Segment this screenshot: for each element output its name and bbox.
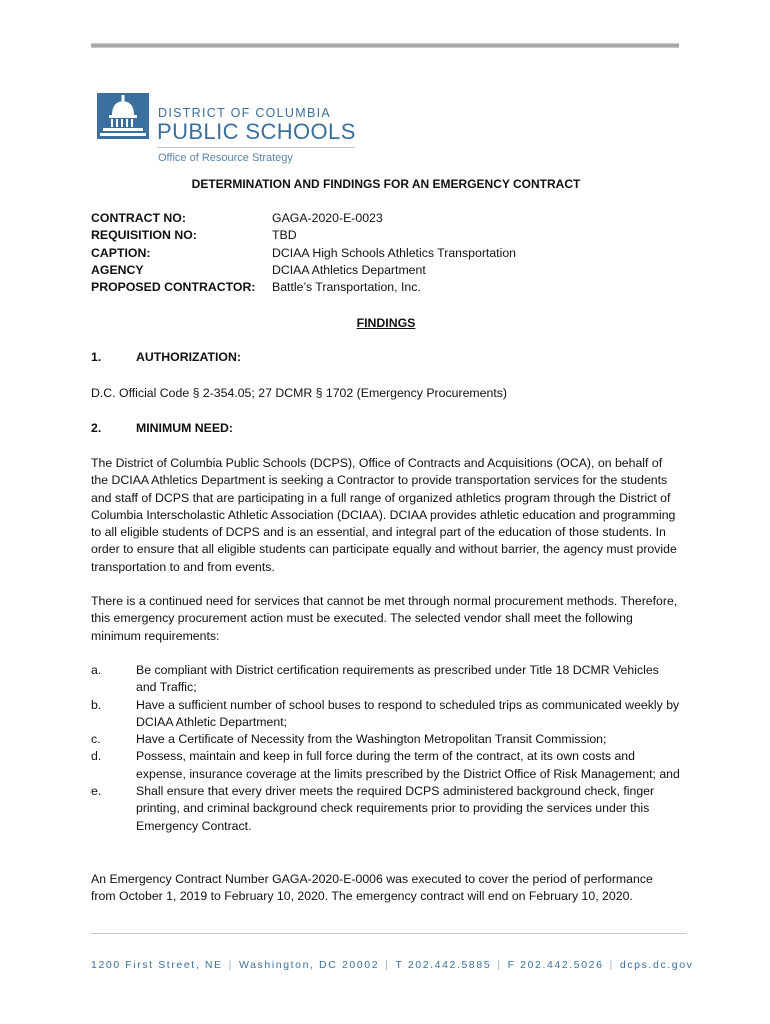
section-number: 1.: [91, 350, 102, 364]
section-heading: MINIMUM NEED:: [136, 421, 234, 435]
footer-rule: [91, 933, 687, 934]
logo-text-office: Office of Resource Strategy: [158, 152, 293, 164]
list-item: [91, 748, 681, 783]
list-item-text: Have a Certificate of Necessity from the Washington Metropolitan Transit Commission;: [136, 732, 607, 747]
capitol-dome-icon: [97, 93, 149, 139]
list-item-letter: d.: [91, 749, 102, 764]
authorization-text: D.C. Official Code § 2-354.05; 27 DCMR § 1702 (Emergency Procurements): [91, 386, 507, 400]
list-item-letter: a.: [91, 663, 102, 677]
footer-separator: |: [609, 959, 614, 971]
dcps-logo: [97, 93, 397, 168]
list-item: [91, 662, 681, 697]
top-rule: [91, 43, 679, 48]
footer-separator: |: [385, 959, 390, 971]
meta-row-agency: [91, 262, 681, 279]
meta-row-contract-no: [91, 210, 681, 227]
footer-separator: |: [497, 959, 502, 971]
footer-fax: F 202.442.5026: [507, 959, 604, 971]
document-title: DETERMINATION AND FINDINGS FOR AN EMERGENCY CONTRACT: [191, 177, 581, 191]
list-item-letter: b.: [91, 697, 102, 712]
meta-label: PROPOSED CONTRACTOR:: [91, 280, 256, 295]
footer-separator: |: [228, 959, 233, 971]
meta-value: DCIAA Athletics Department: [272, 262, 426, 277]
meta-label: AGENCY: [91, 262, 144, 277]
logo-text-district: DISTRICT OF COLUMBIA: [158, 106, 332, 120]
list-item-letter: e.: [91, 784, 102, 799]
list-item-text: Be compliant with District certification requirements as prescribed under Title 18 DCMR Vehicles and Traffic;: [136, 663, 659, 695]
meta-row-proposed-contractor: [91, 279, 681, 296]
meta-row-requisition-no: [91, 227, 681, 244]
list-item: [91, 731, 681, 748]
list-item-letter: c.: [91, 732, 101, 747]
footer: [91, 959, 694, 971]
list-item-text: Have a sufficient number of school buses to respond to scheduled trips as communicated weekly by DCIAA Athletic Department;: [136, 697, 680, 729]
contract-meta: [91, 210, 681, 296]
findings-heading: FINDINGS: [356, 316, 416, 330]
minimum-need-paragraph-1: The District of Columbia Public Schools (DCPS), Office of Contracts and Acquisitions (OCA), on behalf of the DCIAA Athletics Department is seeking a Contractor to provide transportation services for the students and staff of DCPS that are participating in a full range of organized athletics program through the District of Columbia Interscholastic Athletic Association (DCIAA). DCIAA provides athletic education and programming to all eligible students of DCPS and is an essential, and integral part of the education of those students. In order to ensure that all eligible students can participate equally and without barrier, the agency must provide transportation to and from events.: [91, 456, 677, 574]
meta-label: CONTRACT NO:: [91, 211, 186, 225]
logo-divider: [158, 147, 354, 148]
logo-text-public-schools: PUBLIC SCHOOLS: [157, 119, 356, 144]
minimum-need-paragraph-3: An Emergency Contract Number GAGA-2020-E-0006 was executed to cover the period of performance from October 1, 2019 to February 10, 2020. The emergency contract will end on February 10, 2020.: [91, 872, 653, 904]
section-number: 2.: [91, 421, 102, 435]
meta-row-caption: [91, 245, 681, 262]
meta-label: REQUISITION NO:: [91, 228, 197, 243]
meta-value: GAGA-2020-E-0023: [272, 211, 383, 225]
meta-value: DCIAA High Schools Athletics Transportation: [272, 245, 517, 260]
meta-label: CAPTION:: [91, 245, 151, 260]
list-item-text: Possess, maintain and keep in full force during the term of the contract, at its own costs and expense, insurance coverage at the limits prescribed by the District Office of Risk Management; and: [136, 749, 680, 781]
list-item-text: Shall ensure that every driver meets the required DCPS administered background check, finger printing, and criminal background check requirements prior to providing the services under this Emergency Contract.: [136, 784, 655, 833]
footer-city: Washington, DC 20002: [238, 959, 380, 971]
section-heading: AUTHORIZATION:: [136, 350, 241, 364]
minimum-need-paragraph-2: There is a continued need for services that cannot be met through normal procurement methods. Therefore, this emergency procurement action must be executed. The selected vendor shall meet the following minimum requirements:: [91, 594, 678, 643]
footer-phone: T 202.442.5885: [395, 959, 492, 971]
meta-value: TBD: [272, 228, 297, 243]
footer-website[interactable]: dcps.dc.gov: [619, 959, 694, 971]
meta-value: Battle’s Transportation, Inc.: [272, 280, 421, 295]
list-item: [91, 697, 681, 732]
footer-address: 1200 First Street, NE: [91, 959, 223, 971]
list-item: [91, 783, 681, 835]
requirements-list: [91, 662, 681, 835]
